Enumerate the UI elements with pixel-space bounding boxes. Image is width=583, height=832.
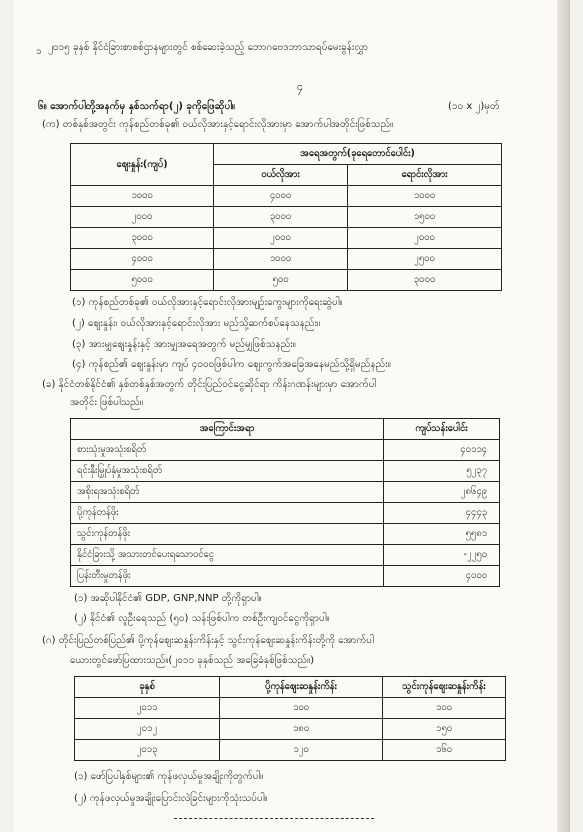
table-row [71, 249, 502, 270]
part-a-question-2: (၂) ဈေးနှုန်း၊ ဝယ်လိုအားနှင့်ရောင်းလိုအား မည်သို့ဆက်စပ်နေသနည်း။ [72, 318, 321, 329]
table-row [71, 270, 502, 291]
item-cell: နိုင်ငံခြားသို့ အသားတင်ပေးရသောဝင်ငွေ [71, 545, 384, 566]
price-cell: ၁၀၀၀ [71, 186, 214, 207]
header-title: ၂၀၁၅ ခုနှစ် နိုင်ငံခြားစာစစ်ဌာနများတွင် စစ်ဆေးခဲ့သည့် ဘောဂဗေဒဘာသာရပ်မေးခွန်းလွှာ [48, 42, 368, 53]
supply-demand-table [70, 143, 502, 291]
question-6-marks: (၁၀ x ၂)မှတ် [448, 101, 500, 112]
item-cell: အစိုးရအသုံးစရိတ် [71, 482, 384, 503]
import-cell: ၁၀၀ [383, 698, 506, 719]
export-cell: ၁၂၀ [220, 740, 383, 761]
part-b-title-cont: အတိုင်း ဖြစ်ပါသည်။ [70, 397, 143, 408]
table-row [71, 482, 500, 503]
item-cell: စားသုံးမှုအသုံးစရိတ် [71, 440, 384, 461]
col-demand: ဝယ်လိုအား [214, 165, 348, 186]
table-row [71, 524, 500, 545]
value-cell: ၂၈၆၄၉ [384, 482, 500, 503]
table-row [75, 698, 506, 719]
table-row [71, 228, 502, 249]
supply-cell: ၁၀၀၀ [348, 186, 502, 207]
header-page-marker: ၁ [36, 46, 42, 57]
demand-cell: ၁၀၀၀ [214, 249, 348, 270]
part-a-question-4: (၄) ကုန်စည်၏ ဈေးနှုန်းမှာ ကျပ် ၄၀၀၀ဖြစ်ပါက ဈေးကွက်အခြေအနေမည်သို့ရှိမည်နည်း။ [72, 359, 391, 370]
table-row [71, 440, 500, 461]
table-row [75, 740, 506, 761]
page-number: ၄ [297, 80, 304, 93]
table-row [71, 207, 502, 228]
demand-cell: ၂၀၀၀ [214, 228, 348, 249]
price-cell: ၃၀၀၀ [71, 228, 214, 249]
supply-cell: ၂၅၀၀ [348, 249, 502, 270]
part-c-question-2: (၂) ကုန်ဖလှယ်မှုအချိုးပြောင်းလဲခြင်းများကိုသုံးသပ်ပါ။ [74, 793, 268, 804]
col-supply: ရောင်းလိုအား [348, 165, 502, 186]
value-cell: ၄၀၀၀ [384, 566, 500, 587]
part-b-title: (ခ) နိုင်ငံတစ်နိုင်ငံ၏ နှစ်တစ်နှစ်အတွက် တိုင်းပြည်ဝင်ငွေဆိုင်ရာ ကိန်းဂဏန်းများမှာ အောက်ပါ [42, 379, 377, 390]
year-cell: ၂၀၁၁ [75, 698, 220, 719]
price-cell: ၂၀၀၀ [71, 207, 214, 228]
value-cell: ၅၅၈၁ [384, 524, 500, 545]
demand-cell: ၃၀၀၀ [214, 207, 348, 228]
price-cell: ၄၀၀၀ [71, 249, 214, 270]
part-c-question-1: (၁) ဖော်ပြပါနှစ်များ၏ ကုန်ဖလှယ်မှုအချိုးကိုတွက်ပါ။ [74, 771, 264, 782]
item-cell: ပို့ကုန်တန်ဖိုး [71, 503, 384, 524]
table-row [71, 186, 502, 207]
export-cell: ၁၈၀ [220, 719, 383, 740]
part-a-question-1: (၁) ကုန်စည်တစ်ခု၏ ဝယ်လိုအားနှင့်ရောင်းလိုအားမျဉ်းကွေးများကိုရေးဆွဲပါ။ [72, 297, 343, 308]
item-cell: သွင်းကုန်တန်ဖိုး [71, 524, 384, 545]
supply-cell: ၂၀၀၀ [348, 228, 502, 249]
col-import-index: သွင်းကုန်ဈေးဆနှုန်းကိန်း [383, 677, 506, 698]
price-cell: ၅၀၀၀ [71, 270, 214, 291]
part-c-title-cont: ယေားတွင်ဖော်ပြထားသည်။(၂၀၁၁ ခုနှစ်သည် အခြေခံနှစ်ဖြစ်သည်။) [70, 655, 314, 666]
import-cell: ၁၆၀ [383, 740, 506, 761]
col-quantity-group: အရေအတွက်(ခုရေတောင်ပေါင်း) [214, 144, 502, 165]
demand-cell: ၄၀၀၀ [214, 186, 348, 207]
export-cell: ၁၀၀ [220, 698, 383, 719]
table-row [75, 719, 506, 740]
col-value: ကျပ်သန်းပေါင်း [384, 419, 500, 440]
value-cell: -၂၂၅၀ [384, 545, 500, 566]
part-a-title: (က) တစ်နှစ်အတွင်း ကုန်စည်တစ်ခု၏ ဝယ်လိုအားနှင့်ရောင်းလိုအားမှာ အောက်ပါအတိုင်းဖြစ်သည်။ [42, 119, 394, 130]
demand-cell: ၅၀၀ [214, 270, 348, 291]
part-c-title: (ဂ) တိုင်းပြည်တစ်ပြည်၏ ပို့ကုန်ဈေးဆနှုန်းကိန်းနှင့် သွင်းကုန်ဈေးဆနှုန်းကိန်းတို့ကို အောက်ပါ [42, 635, 374, 646]
import-cell: ၁၅၀ [383, 719, 506, 740]
col-price: ဈေးနှုန်း(ကျပ်) [71, 144, 214, 186]
col-year: ခုနှစ် [75, 677, 220, 698]
terms-of-trade-table [74, 676, 506, 761]
col-item: အကြောင်းအရာ [71, 419, 384, 440]
year-cell: ၂၀၁၂ [75, 719, 220, 740]
value-cell: ၄၀၁၁၄ [384, 440, 500, 461]
table-row [71, 545, 500, 566]
value-cell: ၄၄၄၃ [384, 503, 500, 524]
year-cell: ၂၀၁၃ [75, 740, 220, 761]
item-cell: ရင်းနှီးမြှုပ်နှံမှုအသုံးစရိတ် [71, 461, 384, 482]
col-export-index: ပို့ကုန်ဈေးဆနှုန်းကိန်း [220, 677, 383, 698]
item-cell: ပြန်းတီးမှုတန်ဖိုး [71, 566, 384, 587]
table-row [71, 566, 500, 587]
table-row [71, 503, 500, 524]
part-a-question-3: (၃) အားမျှဈေးနှုန်းနှင့် အားမျှအရေအတွက် မည်မျှဖြစ်သနည်း။ [72, 339, 296, 350]
page-edge [557, 0, 570, 832]
value-cell: ၅၂၃၇ [384, 461, 500, 482]
part-b-question-2: (၂) နိုင်ငံ၏ လူဦးရေသည် (၅၀) သန်းဖြစ်ပါက တစ်ဦးကျဝင်ငွေကိုရှာပါ။ [74, 613, 330, 624]
end-divider [174, 818, 374, 819]
part-b-question-1: (၁) အဆိုပါနိုင်ငံ၏ GDP, GNP,NNP တို့ကိုရှာပါ။ [74, 593, 262, 604]
table-row [71, 461, 500, 482]
document-page [14, 0, 570, 832]
question-6-intro: ၆။ အောက်ပါတို့အနက်မှ နှစ်သက်ရာ(၂) ခုကိုဖြေဆိုပါ။ [38, 101, 235, 112]
national-income-table [70, 418, 500, 587]
supply-cell: ၁၅၀၀ [348, 207, 502, 228]
supply-cell: ၃၀၀၀ [348, 270, 502, 291]
